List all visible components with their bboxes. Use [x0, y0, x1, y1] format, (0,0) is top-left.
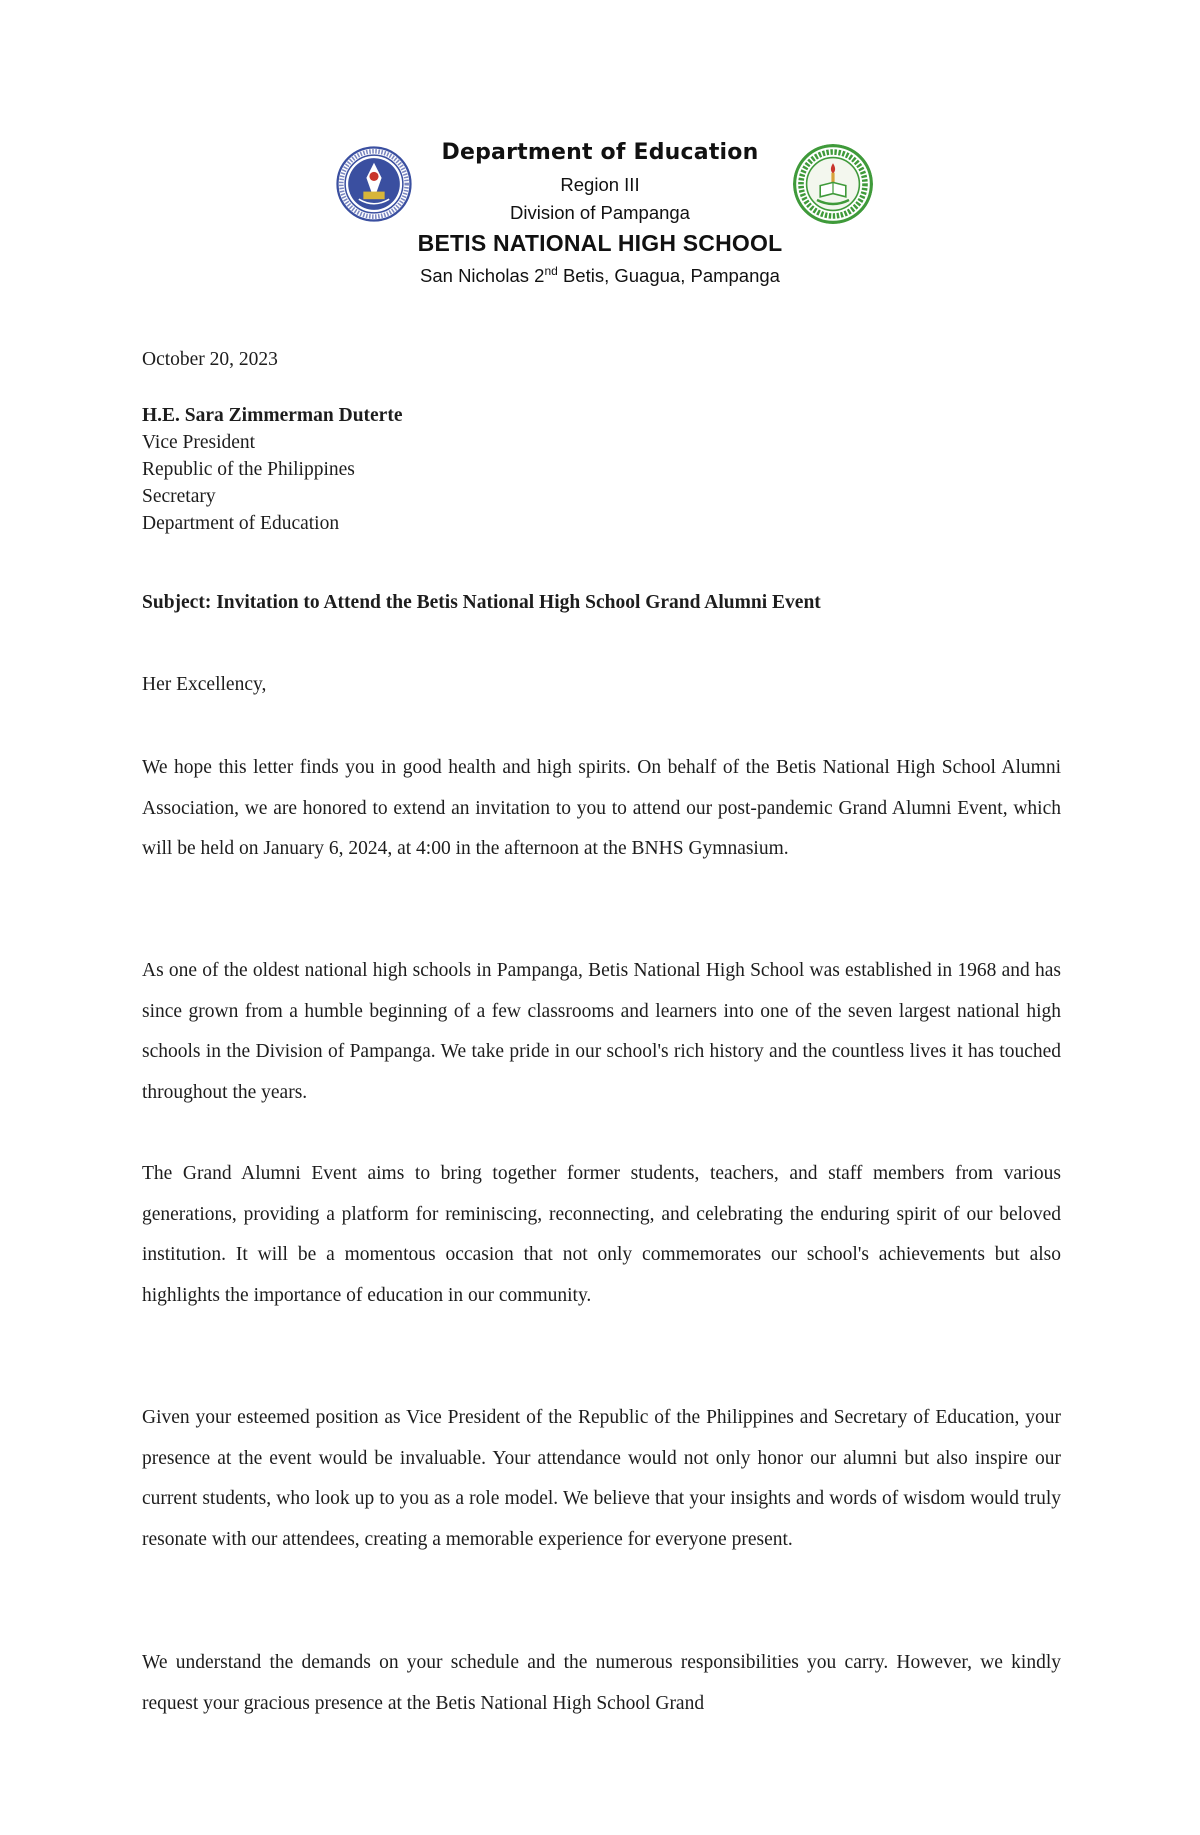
- region-name: Region III: [560, 174, 640, 195]
- body-paragraph: We hope this letter finds you in good health and high spirits. On behalf of the Betis National High School Alumni Association, we are honored to extend an invitation to you to attend our post-pandemic Grand Alumni Event, which will be held on January 6, 2024, at 4:00 in the afternoon at the BNHS Gymnasium.: [142, 757, 1061, 860]
- letter-subject: Subject: Invitation to Attend the Betis National High School Grand Alumni Event: [142, 592, 821, 613]
- recipient-line: Secretary: [142, 486, 216, 507]
- address-prefix: San Nicholas 2: [420, 265, 545, 287]
- school-name: BETIS NATIONAL HIGH SCHOOL: [417, 230, 783, 256]
- address-ordinal: nd: [544, 264, 558, 278]
- body-paragraph: As one of the oldest national high schools in Pampanga, Betis National High School was established in 1968 and has since grown from a humble beginning of a few classrooms and learners into one of the seven largest national high schools in the Division of Pampanga. We take pride in our school's rich history and the countless lives it has touched throughout the years.: [142, 960, 1061, 1103]
- division-name: Division of Pampanga: [510, 202, 690, 223]
- recipient-line: Republic of the Philippines: [142, 459, 355, 480]
- letter-salutation: Her Excellency,: [142, 674, 267, 695]
- recipient-line: Vice President: [142, 432, 256, 453]
- department-name: Department of Education: [441, 140, 759, 165]
- address-suffix: Betis, Guagua, Pampanga: [557, 265, 780, 287]
- recipient-name: H.E. Sara Zimmerman Duterte: [142, 405, 403, 426]
- body-paragraph: Given your esteemed position as Vice President of the Republic of the Philippines and Secretary of Education, your presence at the event would be invaluable. Your attendance would not only honor our alumni but also inspire our current students, who look up to you as a role model. We believe that your insights and words of wisdom would truly resonate with our attendees, creating a memorable experience for everyone present.: [142, 1407, 1061, 1550]
- body-paragraph: The Grand Alumni Event aims to bring together former students, teachers, and staff members from various generations, providing a platform for reminiscing, reconnecting, and celebrating the enduring spirit of our beloved institution. It will be a momentous occasion that not only commemorates our school's achievements but also highlights the importance of education in our community.: [142, 1163, 1061, 1306]
- body-paragraph: We understand the demands on your schedule and the numerous responsibilities you carry. However, we kindly request your gracious presence at the Betis National High School Grand: [142, 1652, 1061, 1714]
- school-address: [0, 264, 1200, 287]
- addressee-block: [142, 402, 1061, 537]
- recipient-line: Department of Education: [142, 513, 340, 534]
- letter-date: October 20, 2023: [142, 349, 278, 370]
- letterhead: [0, 136, 1200, 306]
